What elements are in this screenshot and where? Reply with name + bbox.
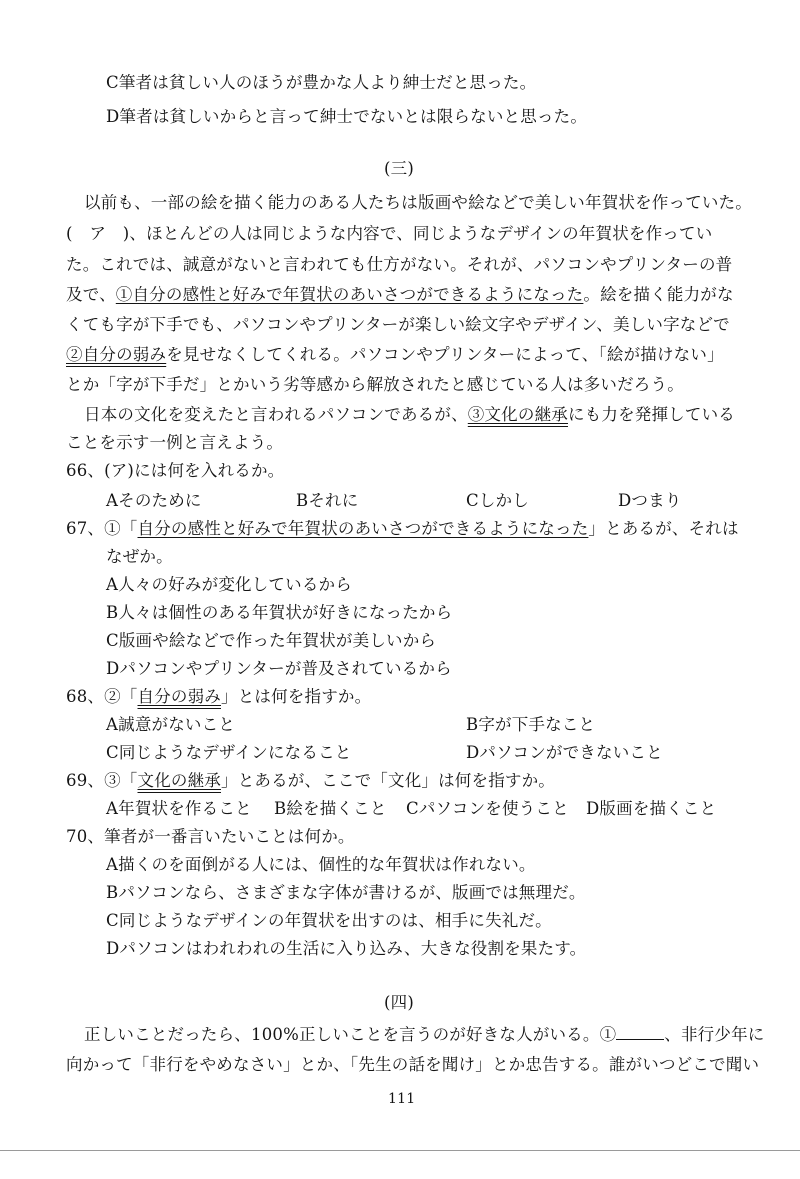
- question-68-stem: [66, 686, 371, 708]
- text-fragment: 、非行少年に: [664, 1025, 765, 1044]
- text-fragment: 」とあるが、ここで「文化」は何を指すか。: [221, 771, 555, 790]
- q67-choice-d: Dパソコンやプリンターが普及されているから: [106, 659, 452, 678]
- question-67-stem-cont: なぜか。: [106, 547, 173, 566]
- text-fragment: にも力を発揮している: [567, 405, 735, 424]
- question-67-stem: [66, 518, 739, 540]
- page-number: 111: [388, 1091, 416, 1107]
- q69-choice-c: Cパソコンを使うこと: [406, 799, 569, 818]
- answer-blank: [616, 1025, 664, 1040]
- q69-choice-b: B絵を描くこと: [274, 799, 387, 818]
- q69-choice-d: D版画を描くこと: [586, 799, 717, 818]
- text-fragment: 」とは何を指すか。: [221, 687, 372, 706]
- underline-2: ②自分の弱み: [66, 345, 167, 364]
- text-fragment: 及で、: [66, 285, 116, 304]
- q66-choice-a: Aそのために: [106, 491, 202, 510]
- text-fragment: 。絵を描く能力がな: [583, 285, 734, 304]
- text-fragment: 68、②「: [66, 687, 138, 706]
- page-bottom-rule: [0, 1150, 800, 1151]
- passage-line: [84, 404, 735, 426]
- question-70-stem: 70、筆者が一番言いたいことは何か。: [66, 827, 355, 846]
- text-fragment: 69、③「: [66, 771, 138, 790]
- q67-quote: 自分の感性と好みで年賀状のあいさつができるようになった: [137, 519, 589, 538]
- section-4-heading: (四): [384, 993, 414, 1012]
- passage-line: とか「字が下手だ」とかいう劣等感から解放されたと感じている人は多いだろう。: [66, 375, 684, 394]
- q66-choice-d: Dつまり: [618, 491, 682, 510]
- passage-line: くても字が下手でも、パソコンやプリンターが楽しい絵文字やデザイン、美しい字などで: [66, 315, 730, 334]
- passage-line: [66, 344, 724, 366]
- text-fragment: 」とあるが、それは: [588, 519, 739, 538]
- underline-3: ③文化の継承: [467, 405, 568, 424]
- q68-choice-d: Dパソコンができないこと: [466, 743, 663, 762]
- q70-choice-a: A描くのを面倒がる人には、個性的な年賀状は作れない。: [106, 855, 536, 874]
- q66-choice-b: Bそれに: [296, 491, 359, 510]
- passage-line: た。これでは、誠意がないと言われても仕方がない。それが、パソコンやプリンターの普: [66, 255, 733, 274]
- q69-choice-a: A年賀状を作ること: [106, 799, 252, 818]
- q67-choice-c: C版画や絵などで作った年賀状が美しいから: [106, 631, 437, 650]
- q68-choice-c: C同じようなデザインになること: [106, 743, 352, 762]
- section-3-heading: (三): [384, 159, 414, 178]
- text-fragment: 正しいことだったら、100%正しいことを言うのが好きな人がいる。①: [84, 1025, 617, 1044]
- prev-choice-c: C筆者は貧しい人のほうが豊かな人より紳士だと思った。: [106, 73, 537, 92]
- q68-choice-b: B字が下手なこと: [466, 715, 596, 734]
- passage-line: [66, 284, 734, 306]
- passage-line: ( ア )、ほとんどの人は同じような内容で、同じようなデザインの年賀状を作ってい: [66, 224, 713, 243]
- text-fragment: 日本の文化を変えたと言われるパソコンであるが、: [84, 405, 468, 424]
- question-66-stem: 66、(ア)には何を入れるか。: [66, 461, 285, 480]
- q67-choice-b: B人々は個性のある年賀状が好きになったから: [106, 603, 453, 622]
- passage-line: ことを示す一例と言えよう。: [66, 433, 284, 452]
- text-fragment: 67、①「: [66, 519, 138, 538]
- text-fragment: を見せなくしてくれる。パソコンやプリンターによって、「絵が描けない」: [166, 345, 724, 364]
- passage-line: 向かって「非行をやめなさい」とか、「先生の話を聞け」とか忠告する。誰がいつどこで聞い: [66, 1055, 760, 1074]
- q70-choice-d: Dパソコンはわれわれの生活に入り込み、大きな役割を果たす。: [106, 939, 587, 958]
- q68-choice-a: A誠意がないこと: [106, 715, 236, 734]
- underline-1: ①自分の感性と好みで年賀状のあいさつができるようになった: [115, 285, 584, 304]
- q69-quote: 文化の継承: [137, 771, 221, 790]
- prev-choice-d: D筆者は貧しいからと言って紳士でないとは限らないと思った。: [106, 107, 588, 126]
- q70-choice-b: Bパソコンなら、さまざまな字体が書けるが、版画では無理だ。: [106, 883, 586, 902]
- q66-choice-c: Cしかし: [466, 491, 529, 510]
- passage-line: 以前も、一部の絵を描く能力のある人たちは版画や絵などで美しい年賀状を作っていた。: [84, 193, 752, 212]
- q70-choice-c: C同じようなデザインの年賀状を出すのは、相手に失礼だ。: [106, 911, 552, 930]
- q67-choice-a: A人々の好みが変化しているから: [106, 575, 352, 594]
- q68-quote: 自分の弱み: [137, 687, 221, 706]
- question-69-stem: [66, 770, 555, 792]
- passage-line: [84, 1024, 764, 1046]
